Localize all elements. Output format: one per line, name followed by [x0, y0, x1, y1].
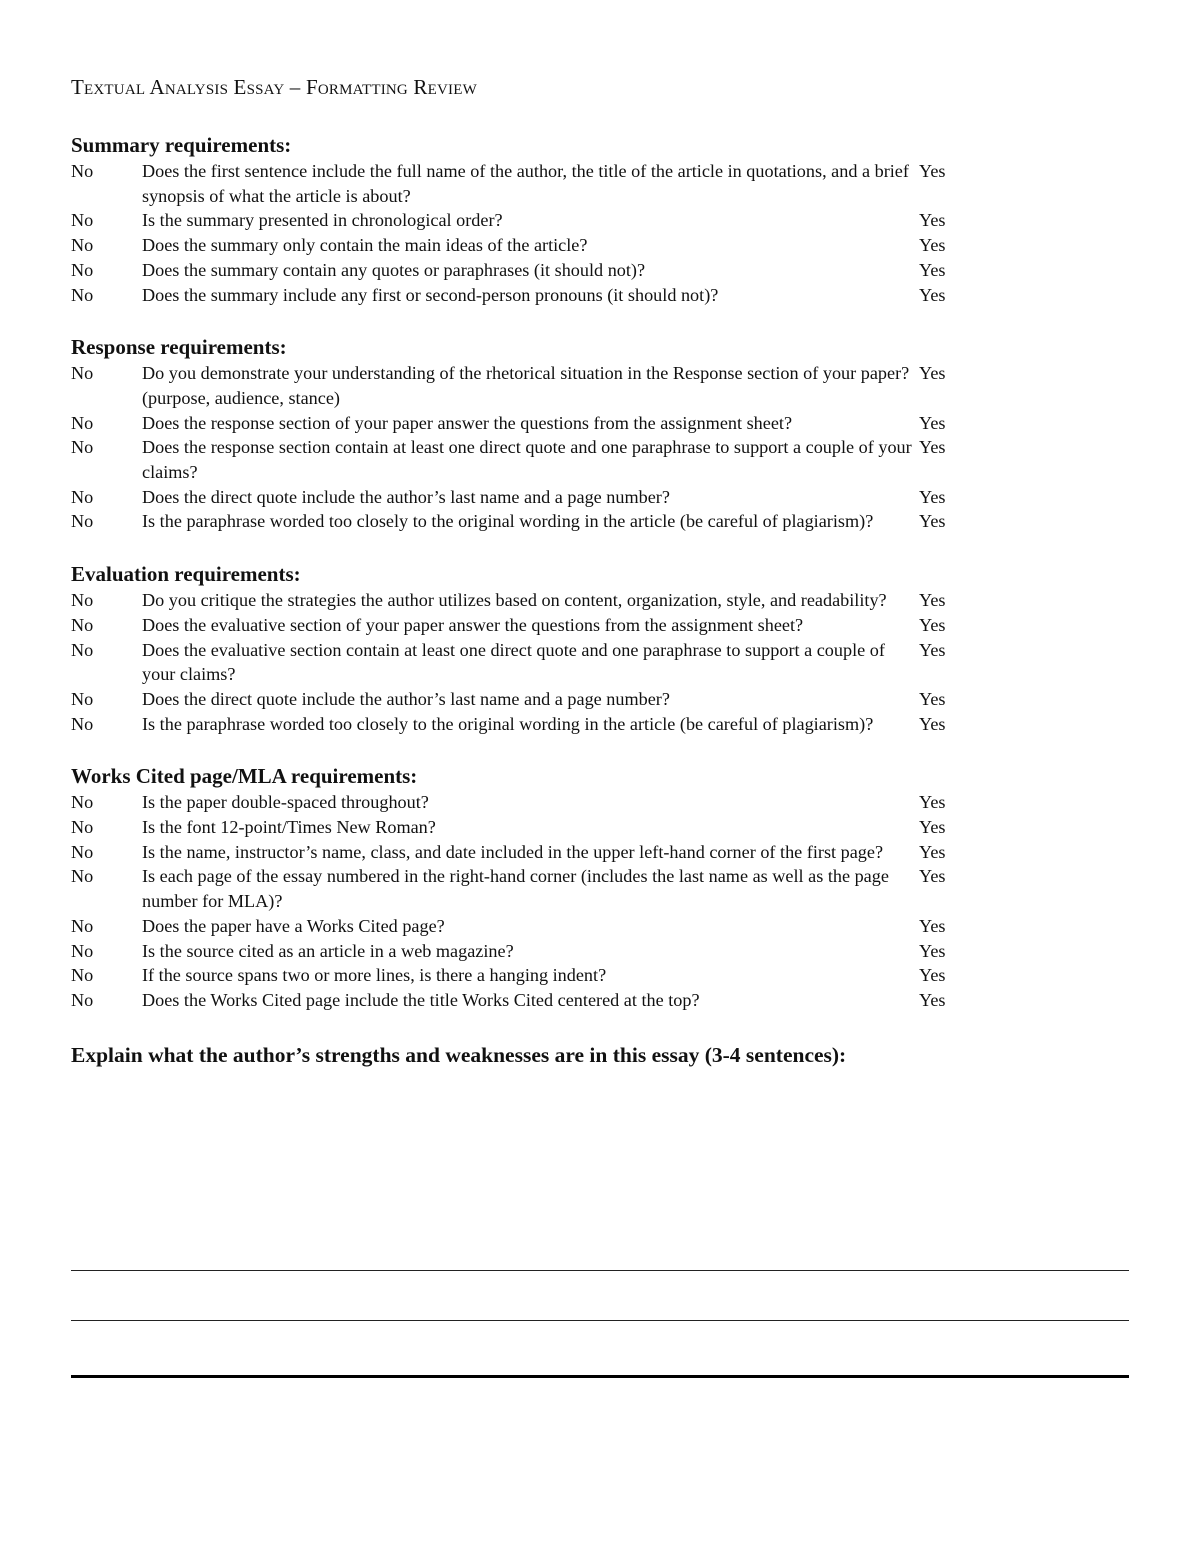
checklist-row — [71, 208, 1131, 233]
yes-option[interactable]: Yes — [919, 940, 946, 961]
checklist-row — [71, 509, 1131, 534]
yes-option[interactable]: Yes — [919, 511, 946, 532]
yes-option[interactable]: Yes — [919, 437, 946, 458]
checklist-row — [71, 258, 1131, 283]
no-option[interactable]: No — [71, 235, 94, 256]
checklist-row — [71, 588, 1131, 613]
answer-line[interactable] — [71, 1375, 1129, 1378]
document-title: Textual Analysis Essay – Formatting Review — [71, 75, 477, 99]
yes-option[interactable]: Yes — [919, 965, 946, 986]
checklist-row — [71, 361, 1131, 410]
checklist-row — [71, 233, 1131, 258]
checklist-question: Does the summary include any first or second-person pronouns (it should not)? — [142, 284, 719, 305]
checklist-row — [71, 435, 1131, 484]
no-option[interactable]: No — [71, 437, 94, 458]
yes-option[interactable]: Yes — [919, 235, 946, 256]
yes-option[interactable]: Yes — [919, 210, 946, 231]
no-option[interactable]: No — [71, 792, 94, 813]
checklist-row — [71, 963, 1131, 988]
no-option[interactable]: No — [71, 412, 94, 433]
yes-option[interactable]: Yes — [919, 866, 946, 887]
no-option[interactable]: No — [71, 210, 94, 231]
section-heading: Works Cited page/MLA requirements: — [71, 764, 418, 789]
checklist-question: Is the paraphrase worded too closely to the original wording in the article (be careful of plagiarism)? — [142, 713, 874, 734]
no-option[interactable]: No — [71, 841, 94, 862]
checklist-row — [71, 914, 1131, 939]
yes-option[interactable]: Yes — [919, 412, 946, 433]
checklist-question: Does the response section of your paper answer the questions from the assignment sheet? — [142, 412, 793, 433]
no-option[interactable]: No — [71, 639, 94, 660]
checklist-question: Does the first sentence include the full name of the author, the title of the article in quotations, and a brief synopsis of what the article is about? — [142, 161, 909, 206]
yes-option[interactable]: Yes — [919, 614, 946, 635]
no-option[interactable]: No — [71, 866, 94, 887]
yes-option[interactable]: Yes — [919, 989, 946, 1010]
checklist-row — [71, 712, 1131, 737]
yes-option[interactable]: Yes — [919, 590, 946, 611]
yes-option[interactable]: Yes — [919, 792, 946, 813]
checklist-row — [71, 988, 1131, 1013]
yes-option[interactable]: Yes — [919, 363, 946, 384]
no-option[interactable]: No — [71, 713, 94, 734]
no-option[interactable]: No — [71, 161, 94, 181]
yes-option[interactable]: Yes — [919, 713, 946, 734]
checklist-row — [71, 411, 1131, 436]
section-heading: Response requirements: — [71, 335, 287, 360]
no-option[interactable]: No — [71, 688, 94, 709]
checklist-question: If the source spans two or more lines, is there a hanging indent? — [142, 965, 607, 986]
checklist-row — [71, 485, 1131, 510]
checklist-section — [71, 561, 1131, 736]
yes-option[interactable]: Yes — [919, 259, 946, 280]
checklist-question: Does the response section contain at least one direct quote and one paraphrase to support a couple of your claims? — [142, 437, 912, 483]
yes-option[interactable]: Yes — [919, 841, 946, 862]
checklist-row — [71, 815, 1131, 840]
checklist-question: Is the paper double-spaced throughout? — [142, 792, 429, 813]
document-page — [71, 72, 1131, 1070]
answer-line[interactable] — [71, 1320, 1129, 1321]
yes-option[interactable]: Yes — [919, 688, 946, 709]
checklist-question: Is each page of the essay numbered in the right-hand corner (includes the last name as well as the page number for MLA)? — [142, 866, 889, 912]
checklist-question: Does the summary contain any quotes or paraphrases (it should not)? — [142, 259, 646, 280]
checklist-row — [71, 790, 1131, 815]
checklist-question: Is the name, instructor’s name, class, and date included in the upper left-hand corner of the first page? — [142, 841, 884, 862]
no-option[interactable]: No — [71, 965, 94, 986]
checklist-row — [71, 283, 1131, 308]
checklist-question: Is the source cited as an article in a web magazine? — [142, 940, 514, 961]
checklist-question: Does the evaluative section of your paper answer the questions from the assignment sheet? — [142, 614, 804, 635]
checklist-row — [71, 939, 1131, 964]
checklist-section — [71, 334, 1131, 534]
checklist-row — [71, 840, 1131, 865]
yes-option[interactable]: Yes — [919, 486, 946, 507]
section-heading: Evaluation requirements: — [71, 562, 301, 587]
checklist-question: Is the font 12-point/Times New Roman? — [142, 817, 436, 838]
yes-option[interactable]: Yes — [919, 817, 946, 838]
checklist-row — [71, 159, 1131, 208]
no-option[interactable]: No — [71, 486, 94, 507]
checklist-row — [71, 687, 1131, 712]
no-option[interactable]: No — [71, 940, 94, 961]
checklist-row — [71, 638, 1131, 687]
checklist-question: Does the direct quote include the author’s last name and a page number? — [142, 486, 670, 507]
checklist-question: Does the paper have a Works Cited page? — [142, 915, 445, 936]
checklist-question: Does the Works Cited page include the title Works Cited centered at the top? — [142, 989, 700, 1010]
checklist-sections — [71, 132, 1131, 1013]
checklist-question: Do you critique the strategies the author utilizes based on content, organization, style, and readability? — [142, 590, 887, 611]
checklist-question: Is the summary presented in chronological order? — [142, 210, 503, 231]
no-option[interactable]: No — [71, 915, 94, 936]
checklist-question: Does the evaluative section contain at least one direct quote and one paraphrase to support a couple of your claims? — [142, 639, 885, 685]
yes-option[interactable]: Yes — [919, 161, 946, 181]
yes-option[interactable]: Yes — [919, 284, 946, 305]
no-option[interactable]: No — [71, 363, 94, 384]
no-option[interactable]: No — [71, 284, 94, 305]
no-option[interactable]: No — [71, 259, 94, 280]
answer-line[interactable] — [71, 1270, 1129, 1271]
checklist-section — [71, 132, 1131, 307]
no-option[interactable]: No — [71, 817, 94, 838]
checklist-question: Do you demonstrate your understanding of the rhetorical situation in the Response section of your paper? (purpose, audience, stance) — [142, 363, 910, 408]
section-heading: Summary requirements: — [71, 133, 292, 157]
yes-option[interactable]: Yes — [919, 639, 946, 660]
reflection-prompt: Explain what the author’s strengths and weaknesses are in this essay (3-4 sentences): — [71, 1042, 847, 1067]
no-option[interactable]: No — [71, 511, 94, 532]
checklist-section — [71, 763, 1131, 1012]
checklist-question: Is the paraphrase worded too closely to the original wording in the article (be careful of plagiarism)? — [142, 511, 874, 532]
no-option[interactable]: No — [71, 590, 94, 611]
no-option[interactable]: No — [71, 614, 94, 635]
checklist-row — [71, 613, 1131, 638]
checklist-question: Does the summary only contain the main ideas of the article? — [142, 235, 588, 256]
checklist-question: Does the direct quote include the author’s last name and a page number? — [142, 688, 670, 709]
no-option[interactable]: No — [71, 989, 94, 1010]
checklist-row — [71, 864, 1131, 913]
yes-option[interactable]: Yes — [919, 915, 946, 936]
